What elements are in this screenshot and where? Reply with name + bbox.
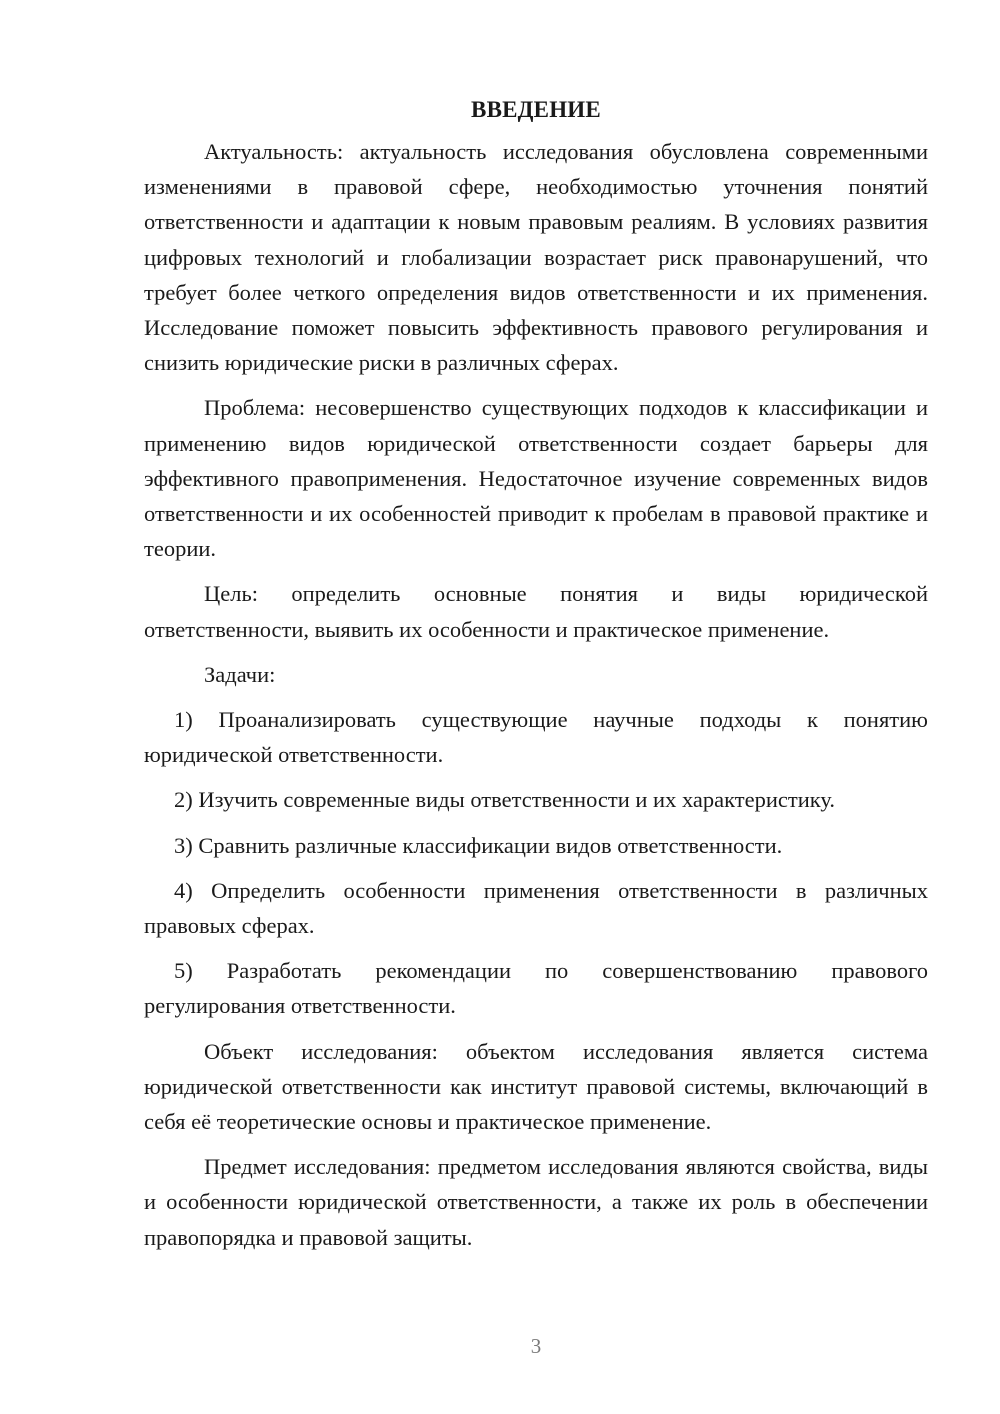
document-page	[144, 92, 928, 1255]
object-paragraph: Объект исследования: объектом исследования является система юридической ответственности как институт правовой системы, включающий в себя её теоретические основы и практическое применение.	[144, 1038, 928, 1135]
task-item-3: 3) Сравнить различные классификации видов ответственности.	[174, 832, 783, 858]
subject-paragraph: Предмет исследования: предметом исследования являются свойства, виды и особенности юридической ответственности, а также их роль в обеспечении правопорядка и правовой защиты.	[144, 1154, 928, 1250]
task-item-2: 2) Изучить современные виды ответственности и их характеристику.	[174, 787, 835, 813]
goal-paragraph: Цель: определить основные понятия и виды юридической ответственности, выявить их особенности и практическое применение.	[144, 581, 928, 642]
task-item-5: 5) Разработать рекомендации по совершенствованию правового регулирования ответственности.	[144, 958, 928, 1019]
task-item-1: 1) Проанализировать существующие научные подходы к понятию юридической ответственности.	[144, 707, 928, 768]
page-title: ВВЕДЕНИЕ	[471, 97, 601, 122]
tasks-label: Задачи:	[204, 661, 276, 687]
problem-paragraph: Проблема: несовершенство существующих подходов к классификации и применению видов юридической ответственности создает барьеры для эффективного правоприменения. Недостаточное изучение современных видов ответственности и их особенностей приводит к пробелам в правовой практике и теории.	[144, 395, 928, 562]
task-item-4: 4) Определить особенности применения ответственности в различных правовых сферах.	[144, 877, 928, 939]
relevance-paragraph: Актуальность: актуальность исследования обусловлена современными изменениями в правовой сфере, необходимостью уточнения понятий ответственности и адаптации к новым правовым реалиям. В условиях развития цифровых технологий и глобализации возрастает риск правонарушений, что требует более четкого определения видов ответственности и их применения. Исследование поможет повысить эффективность правового регулирования и снизить юридические риски в различных сферах.	[144, 139, 928, 376]
page-number: 3	[530, 1334, 542, 1358]
